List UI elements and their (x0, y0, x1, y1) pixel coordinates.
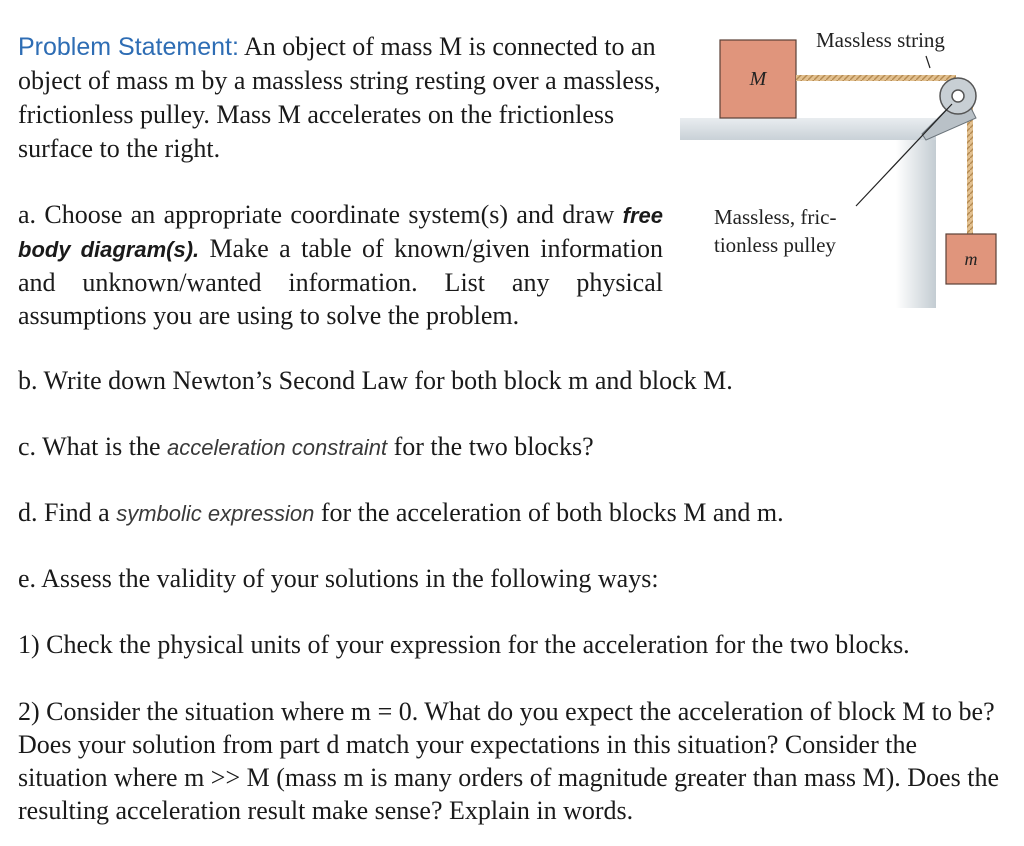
part-a (18, 198, 663, 332)
part-a-text-1: a. Choose an appropriate coordinate system(s) and draw (18, 200, 623, 229)
table-top (680, 118, 936, 140)
problem-statement (18, 30, 668, 166)
pulley-label-line-1: Massless, fric- (714, 205, 837, 229)
part-c-text-2: for the two blocks? (387, 432, 594, 461)
problem-statement-label: Problem Statement: (18, 33, 239, 61)
pulley-hub (952, 90, 964, 102)
string-label: Massless string (816, 28, 945, 52)
part-c-text-1: c. What is the (18, 432, 167, 461)
symbolic-expression-term: symbolic expression (116, 501, 315, 526)
acceleration-constraint-term: acceleration constraint (166, 435, 388, 460)
table-leg (896, 118, 936, 308)
part-d (18, 496, 784, 530)
pulley-label-line-2: tionless pulley (714, 233, 836, 257)
part-b: b. Write down Newton’s Second Law for both block m and block M. (18, 366, 733, 395)
part-d-text-2: for the acceleration of both blocks M and m. (314, 498, 784, 527)
string-label-pointer (926, 56, 930, 68)
block-small-m-label: m (964, 249, 978, 269)
free-body-diagram-term: free body diagram(s). (18, 203, 663, 262)
problem-statement-text: An object of mass M is connected to an object of mass m by a massless string resting over a massless, frictionless pulley. Mass M accelerates on the frictionless surface to the right. (18, 32, 661, 163)
pulley-figure (676, 20, 1012, 316)
part-e: e. Assess the validity of your solutions in the following ways: (18, 564, 659, 593)
question-2: 2) Consider the situation where m = 0. What do you expect the acceleration of block M to be? Does your solution from part d match your expectations in this situation? Consider the situation where m >> M (mass m is many orders of magnitude greater than mass M). Does the resulting acceleration result make sense? Explain in words. (18, 697, 1000, 825)
part-d-text-1: d. Find a (18, 498, 117, 527)
string-horizontal (796, 75, 956, 81)
question-1: 1) Check the physical units of your expression for the acceleration for the two blocks. (18, 630, 910, 659)
part-a-text-2: Make a table of known/given information and unknown/wanted information. List any physical assumptions you are using to solve the problem. (18, 234, 663, 330)
part-c (18, 430, 594, 464)
block-big-m-label: M (749, 68, 767, 90)
string-vertical (967, 102, 973, 254)
